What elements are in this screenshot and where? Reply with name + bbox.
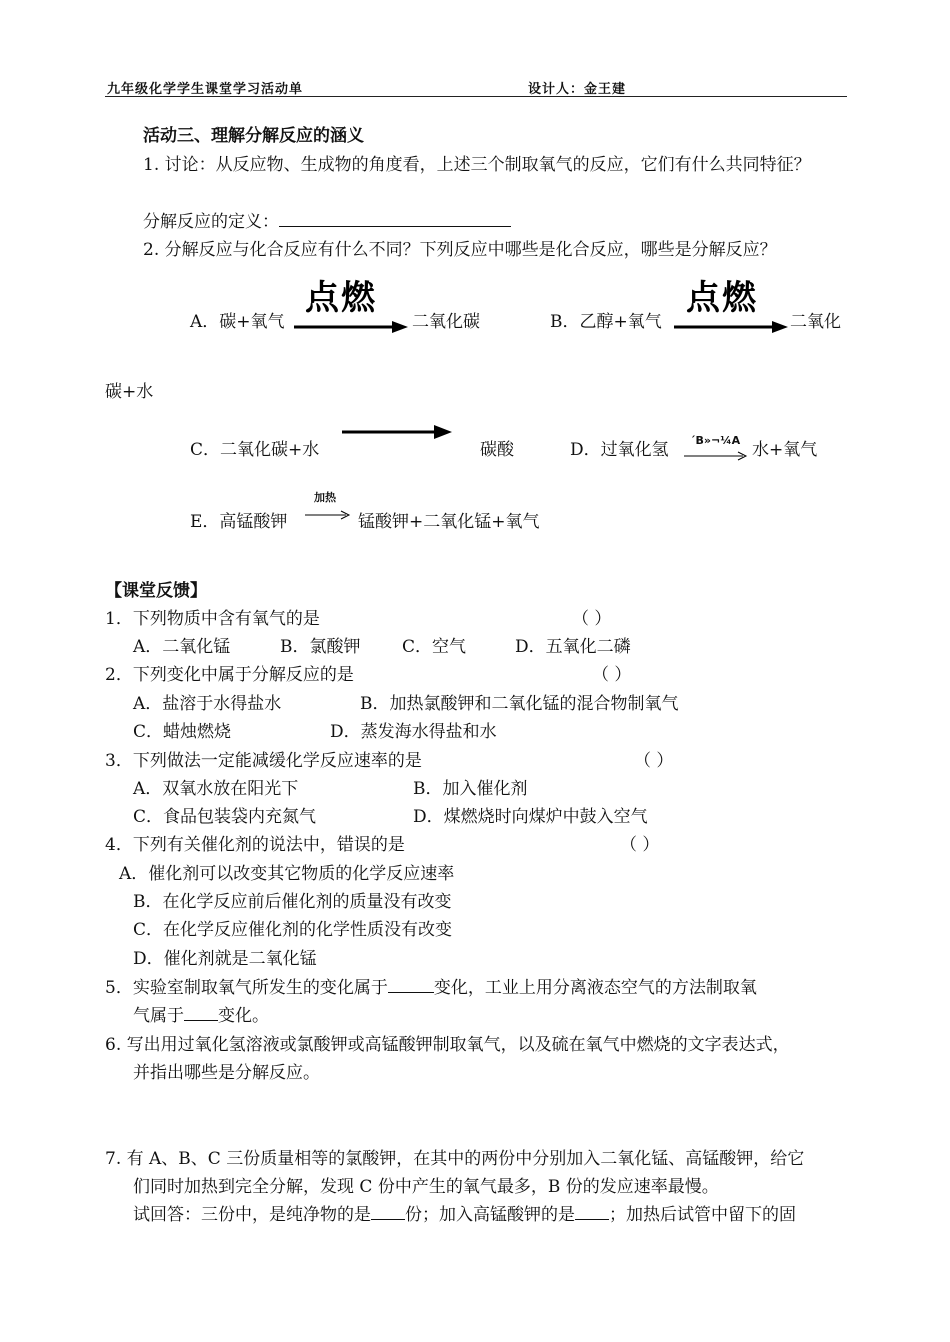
feedback-q7-text-1: 试回答：三份中，是纯净物的是 (133, 1205, 371, 1225)
feedback-q1-option-d: D．五氧化二磷 (515, 637, 631, 657)
feedback-q3-option-b: B．加入催化剂 (413, 779, 528, 799)
feedback-q3-option-c: C．食品包装袋内充氮气 (133, 807, 317, 827)
feedback-q7-line1: 7. 有 A、B、C 三份质量相等的氯酸钾，在其中的两份中分别加入二氧化锰、高锰酸钾，给它 (105, 1149, 805, 1169)
feedback-title: 【课堂反馈】 (105, 581, 207, 601)
feedback-q5-blank-1[interactable] (388, 975, 434, 993)
feedback-q4-option-c: C．在化学反应催化剂的化学性质没有改变 (133, 920, 453, 940)
activity-title: 活动三、理解分解反应的涵义 (143, 126, 364, 146)
feedback-q3-option-d: D．煤燃烧时向煤炉中鼓入空气 (413, 807, 648, 827)
feedback-q2-option-c: C．蜡烛燃烧 (133, 722, 232, 742)
feedback-q5-line2 (133, 1001, 269, 1026)
feedback-q3-option-a: A．双氧水放在阳光下 (133, 779, 299, 799)
feedback-q7-line2: 们同时加热到完全分解，发现 C 份中产生的氧气最多，B 份的发应速率最慢。 (133, 1177, 719, 1197)
feedback-q7-blank-1[interactable] (371, 1202, 405, 1220)
feedback-q4-stem: 4．下列有关催化剂的说法中，错误的是 (105, 835, 405, 855)
feedback-q1-option-c: C．空气 (402, 637, 467, 657)
reaction-b-products: 二氧化 (790, 312, 841, 332)
feedback-q1-option-a: A．二氧化锰 (133, 637, 231, 657)
feedback-q5-text-1: 5．实验室制取氧气所发生的变化属于 (105, 978, 388, 998)
reaction-a-products: 二氧化碳 (412, 312, 480, 332)
reaction-e-reactants: E．高锰酸钾 (190, 512, 288, 532)
reaction-a-reactants: A．碳+氧气 (190, 312, 285, 332)
feedback-q5-blank-2[interactable] (184, 1003, 218, 1021)
feedback-q3-answer[interactable]: （ ） (634, 751, 674, 771)
reaction-e-arrow (304, 510, 352, 520)
reaction-b-products-wrap: 碳+水 (105, 382, 154, 402)
feedback-q2-option-a: A．盐溶于水得盐水 (133, 694, 282, 714)
feedback-q5-text-4: 变化。 (218, 1006, 269, 1026)
feedback-q6-line1: 6. 写出用过氧化氢溶液或氯酸钾或高锰酸钾制取氧气，以及硫在氧气中燃烧的文字表达式， (105, 1035, 790, 1055)
header-rule (105, 96, 847, 97)
feedback-q7-text-3: ；加热后试管中留下的固 (609, 1205, 796, 1225)
reaction-a-arrow (292, 320, 410, 334)
feedback-q2-stem: 2．下列变化中属于分解反应的是 (105, 665, 354, 685)
feedback-q7-blank-2[interactable] (575, 1202, 609, 1220)
feedback-q5-text-2: 变化，工业上用分离液态空气的方法制取氧 (433, 978, 757, 998)
reaction-c-reactants: C．二氧化碳+水 (190, 440, 320, 460)
feedback-q4-option-b: B．在化学反应前后催化剂的质量没有改变 (133, 892, 452, 912)
header-title: 九年级化学学生课堂学习活动单 (107, 82, 304, 97)
question-2: 2. 分解反应与化合反应有什么不同？下列反应中哪些是化合反应，哪些是分解反应？ (143, 240, 777, 260)
reaction-d-products: 水+氧气 (752, 440, 818, 460)
feedback-q2-answer[interactable]: （ ） (592, 665, 632, 685)
reaction-d-reactants: D．过氧化氢 (570, 440, 669, 460)
feedback-q2-option-d: D．蒸发海水得盐和水 (330, 722, 497, 742)
feedback-q1-option-b: B．氯酸钾 (280, 637, 361, 657)
reaction-b-condition: 点燃 (686, 278, 758, 318)
reaction-d-arrow (683, 451, 749, 461)
reaction-e-condition: 加热 (314, 491, 336, 504)
feedback-q3-stem: 3．下列做法一定能减缓化学反应速率的是 (105, 751, 422, 771)
feedback-q4-option-a: A．催化剂可以改变其它物质的化学反应速率 (119, 864, 455, 884)
feedback-q5-line1 (105, 973, 757, 998)
feedback-q1-answer[interactable]: （ ） (572, 609, 612, 629)
reaction-a-condition: 点燃 (305, 278, 377, 318)
header-designer: 设计人：金王建 (528, 82, 627, 97)
reaction-d-condition: ´B»¬¼A (690, 434, 741, 447)
definition-line (143, 207, 511, 232)
feedback-q2-option-b: B．加热氯酸钾和二氧化锰的混合物制氧气 (360, 694, 679, 714)
feedback-q4-option-d: D．催化剂就是二氧化锰 (133, 949, 317, 969)
feedback-q7-line3 (133, 1200, 796, 1225)
question-1: 1. 讨论：从反应物、生成物的角度看，上述三个制取氧气的反应，它们有什么共同特征？ (143, 155, 811, 175)
feedback-q7-text-2: 份；加入高锰酸钾的是 (405, 1205, 575, 1225)
feedback-q5-text-3: 气属于 (133, 1006, 184, 1026)
reaction-b-reactants: B．乙醇+氧气 (550, 312, 662, 332)
reaction-e-products: 锰酸钾+二氧化锰+氧气 (358, 512, 540, 532)
feedback-q4-answer[interactable]: （ ） (620, 835, 660, 855)
feedback-q1-stem: 1．下列物质中含有氧气的是 (105, 609, 320, 629)
reaction-c-products: 碳酸 (480, 440, 514, 460)
definition-label: 分解反应的定义： (143, 212, 279, 232)
feedback-q6-line2: 并指出哪些是分解反应。 (133, 1063, 320, 1083)
reaction-c-arrow (340, 424, 454, 440)
definition-blank[interactable] (279, 209, 511, 227)
reaction-b-arrow (672, 320, 790, 334)
